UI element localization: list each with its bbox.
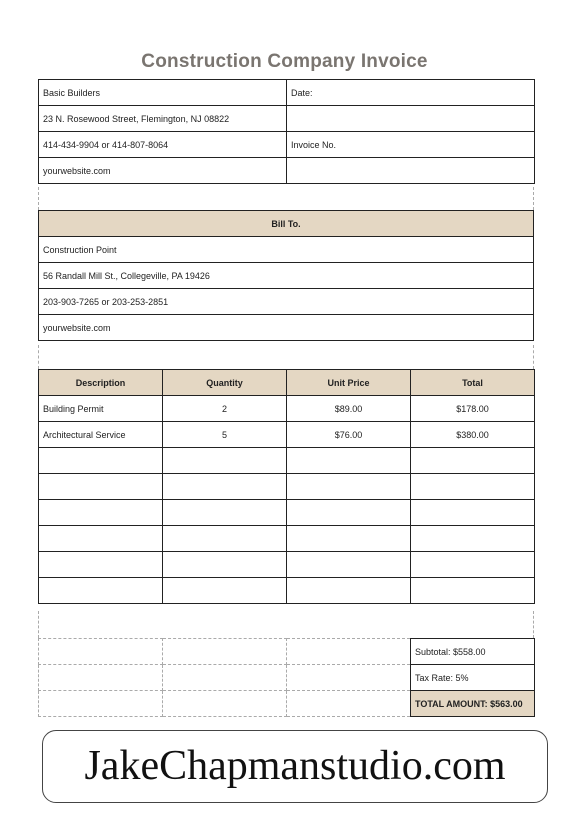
item-unit-price: $89.00 (287, 396, 411, 422)
empty-cell (163, 474, 287, 500)
empty-cell (287, 639, 411, 665)
empty-cell (287, 158, 535, 184)
date-label: Date: (287, 80, 535, 106)
company-address: 23 N. Rosewood Street, Flemington, NJ 08822 (39, 106, 287, 132)
spacer (38, 345, 534, 369)
empty-cell (411, 552, 535, 578)
empty-cell (163, 552, 287, 578)
empty-cell (287, 691, 411, 717)
empty-cell (411, 500, 535, 526)
watermark-banner (42, 730, 548, 803)
empty-cell (39, 526, 163, 552)
table-row (39, 691, 535, 717)
empty-cell (39, 474, 163, 500)
empty-cell (411, 448, 535, 474)
tax-rate: Tax Rate: 5% (411, 665, 535, 691)
empty-row (39, 500, 535, 526)
spacer (38, 187, 534, 210)
spacer (38, 611, 534, 638)
empty-cell (39, 665, 163, 691)
table-row (39, 315, 534, 341)
items-header-row (39, 370, 535, 396)
table-row (39, 422, 535, 448)
bill-to-phone: 203-903-7265 or 203-253-2851 (39, 289, 534, 315)
empty-cell (287, 448, 411, 474)
column-header-quantity: Quantity (163, 370, 287, 396)
table-row (39, 237, 534, 263)
empty-cell (287, 578, 411, 604)
empty-cell (287, 500, 411, 526)
empty-cell (163, 448, 287, 474)
empty-cell (39, 448, 163, 474)
table-row (39, 106, 535, 132)
subtotal: Subtotal: $558.00 (411, 639, 535, 665)
empty-cell (39, 639, 163, 665)
empty-cell (39, 552, 163, 578)
empty-cell (287, 526, 411, 552)
empty-row (39, 474, 535, 500)
empty-cell (287, 552, 411, 578)
totals-table (38, 638, 535, 717)
empty-row (39, 448, 535, 474)
table-row (39, 639, 535, 665)
invoice-title: Construction Company Invoice (141, 51, 428, 72)
bill-to-table (38, 210, 534, 341)
empty-cell (163, 500, 287, 526)
empty-cell (287, 474, 411, 500)
company-name: Basic Builders (39, 80, 287, 106)
item-total: $178.00 (411, 396, 535, 422)
bill-to-address: 56 Randall Mill St., Collegeville, PA 19426 (39, 263, 534, 289)
table-row (39, 396, 535, 422)
item-quantity: 2 (163, 396, 287, 422)
company-phone: 414-434-9904 or 414-807-8064 (39, 132, 287, 158)
table-row (39, 132, 535, 158)
empty-row (39, 552, 535, 578)
items-table (38, 369, 535, 604)
empty-cell (39, 500, 163, 526)
empty-cell (39, 578, 163, 604)
empty-cell (39, 691, 163, 717)
column-header-description: Description (39, 370, 163, 396)
column-header-total: Total (411, 370, 535, 396)
empty-cell (163, 665, 287, 691)
empty-cell (287, 106, 535, 132)
table-row (39, 80, 535, 106)
empty-cell (411, 526, 535, 552)
table-row (39, 263, 534, 289)
bill-to-website: yourwebsite.com (39, 315, 534, 341)
empty-cell (411, 578, 535, 604)
table-row (39, 289, 534, 315)
table-row (39, 158, 535, 184)
invoice-number-label: Invoice No. (287, 132, 535, 158)
company-info-table (38, 79, 535, 184)
empty-row (39, 526, 535, 552)
item-total: $380.00 (411, 422, 535, 448)
empty-cell (163, 691, 287, 717)
bill-to-name: Construction Point (39, 237, 534, 263)
empty-cell (163, 639, 287, 665)
empty-cell (411, 474, 535, 500)
item-unit-price: $76.00 (287, 422, 411, 448)
item-quantity: 5 (163, 422, 287, 448)
bill-to-header: Bill To. (39, 211, 534, 237)
item-description: Building Permit (39, 396, 163, 422)
empty-cell (163, 578, 287, 604)
empty-cell (287, 665, 411, 691)
table-row (39, 665, 535, 691)
company-website: yourwebsite.com (39, 158, 287, 184)
total-amount: TOTAL AMOUNT: $563.00 (411, 691, 535, 717)
empty-row (39, 578, 535, 604)
table-row (39, 211, 534, 237)
watermark-text: JakeChapmanstudio.com (84, 743, 506, 789)
column-header-unit-price: Unit Price (287, 370, 411, 396)
item-description: Architectural Service (39, 422, 163, 448)
empty-cell (163, 526, 287, 552)
